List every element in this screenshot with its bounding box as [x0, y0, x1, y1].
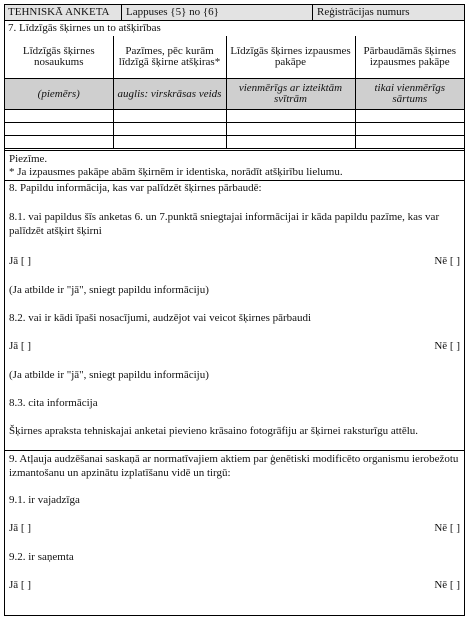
yes-checkbox[interactable]: Jā [ ]: [9, 579, 31, 591]
section-9-title: 9. Atļauja audzēšanai saskaņā ar normatīvajiem aktiem par ģenētiski modificēto organismu ierobežotu izmantošanu un apzinātu izplatīšanu vidē un tirgū:: [9, 453, 459, 479]
table-row: [5, 110, 464, 123]
section-8-title: 8. Papildu informācija, kas var palīdzēt šķirnes pārbaudē:: [9, 182, 262, 194]
table-cell[interactable]: [5, 136, 113, 149]
table-cell[interactable]: [113, 110, 226, 123]
yes-checkbox[interactable]: Jā [ ]: [9, 522, 31, 534]
table-cell: auglis: virskrāsas veids: [113, 79, 226, 110]
question-8-1: 8.1. vai papildus šīs anketas 6. un 7.punktā sniegtajai informācijai ir kāda papildu pazīme, kas var palīdzēt atšķirt šķirni: [9, 211, 440, 237]
table-cell[interactable]: [5, 123, 113, 136]
yes-checkbox[interactable]: Jā [ ]: [9, 255, 31, 267]
yes-checkbox[interactable]: Jā [ ]: [9, 340, 31, 352]
divider: [5, 180, 464, 181]
form-header: [5, 5, 464, 21]
technical-form-page: [4, 4, 465, 616]
question-9-2: 9.2. ir saņemta: [9, 551, 74, 563]
table-header-row: [5, 36, 464, 79]
column-header: Līdzīgās šķirnes nosaukums: [5, 36, 113, 79]
photo-note: Šķirnes apraksta tehniskajai anketai pievieno krāsaino fotogrāfiju ar šķirnei raksturīgu attēlu.: [9, 425, 419, 437]
table-row: [5, 136, 464, 149]
registration-number-label: Reģistrācijas numurs: [312, 5, 464, 20]
table-cell[interactable]: [113, 123, 226, 136]
no-checkbox[interactable]: Nē [ ]: [434, 255, 460, 267]
table-cell[interactable]: [226, 136, 355, 149]
if-yes-hint: (Ja atbilde ir "jā", sniegt papildu informāciju): [9, 369, 209, 381]
table-cell[interactable]: [355, 136, 464, 149]
if-yes-hint: (Ja atbilde ir "jā", sniegt papildu informāciju): [9, 284, 209, 296]
page-counter: Lappuses {5} no {6}: [121, 5, 312, 20]
table-cell[interactable]: [5, 110, 113, 123]
table-cell[interactable]: [355, 110, 464, 123]
table-cell[interactable]: [355, 123, 464, 136]
example-row: [5, 79, 464, 110]
column-header: Pazīmes, pēc kurām līdzīgā šķirne atšķiras*: [113, 36, 226, 79]
section-7-title: 7. Līdzīgās šķirnes un to atšķirības: [8, 22, 161, 34]
table-cell[interactable]: [226, 110, 355, 123]
table-cell[interactable]: [226, 123, 355, 136]
note-text: * Ja izpausmes pakāpe abām šķirnēm ir identiska, norādīt atšķirību lielumu.: [9, 166, 343, 178]
table-cell: (piemērs): [5, 79, 113, 110]
table-cell[interactable]: [113, 136, 226, 149]
table-cell: tikai vienmērīgs sārtums: [355, 79, 464, 110]
question-9-1: 9.1. ir vajadzīga: [9, 494, 80, 506]
table-row: [5, 123, 464, 136]
no-checkbox[interactable]: Nē [ ]: [434, 522, 460, 534]
table-cell: vienmērīgs ar izteiktām svītrām: [226, 79, 355, 110]
question-8-2: 8.2. vai ir kādi īpaši nosacījumi, audzējot vai veicot šķirnes pārbaudi: [9, 312, 312, 324]
question-8-3: 8.3. cita informācija: [9, 397, 98, 409]
divider: [5, 450, 464, 451]
divider: [5, 150, 464, 151]
column-header: Līdzīgās šķirnes izpausmes pakāpe: [226, 36, 355, 79]
no-checkbox[interactable]: Nē [ ]: [434, 579, 460, 591]
note-label: Piezīme.: [9, 153, 48, 165]
column-header: Pārbaudāmās šķirnes izpausmes pakāpe: [355, 36, 464, 79]
form-title: TEHNISKĀ ANKETA: [8, 6, 110, 18]
no-checkbox[interactable]: Nē [ ]: [434, 340, 460, 352]
